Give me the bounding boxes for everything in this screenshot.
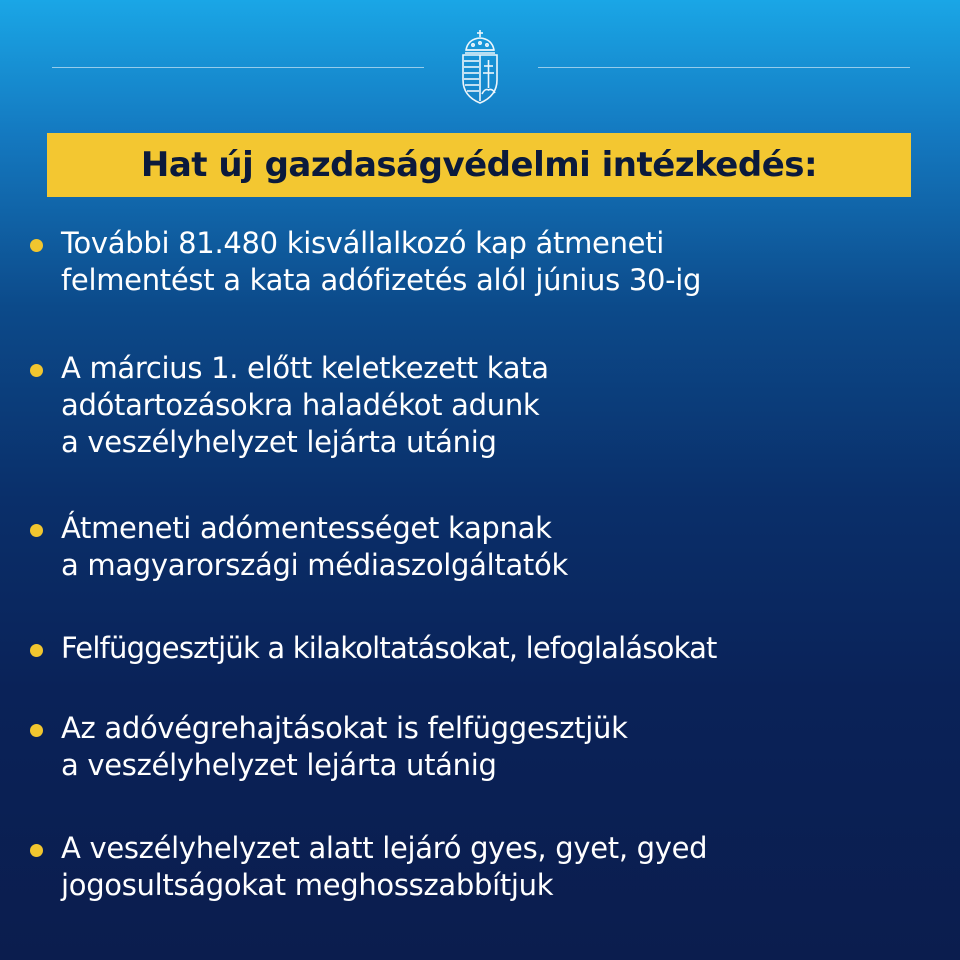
list-item-text: Felfüggesztjük a kilakoltatásokat, lefoglalásokat bbox=[61, 631, 717, 665]
list-item-text: a veszélyhelyzet lejárta utánig bbox=[61, 748, 497, 782]
list-item bbox=[30, 350, 945, 461]
list-item-text: A március 1. előtt keletkezett kata bbox=[61, 351, 549, 385]
list-item bbox=[30, 630, 945, 667]
list-item-text: Az adóvégrehajtásokat is felfüggesztjük bbox=[61, 711, 628, 745]
headline-text: Hat új gazdaságvédelmi intézkedés: bbox=[140, 145, 818, 185]
list-item bbox=[30, 510, 945, 584]
list-item bbox=[30, 710, 945, 784]
list-item-text: A veszélyhelyzet alatt lejáró gyes, gyet, gyed bbox=[61, 831, 708, 865]
bullet-dot-icon bbox=[30, 844, 43, 857]
bullet-dot-icon bbox=[30, 724, 43, 737]
list-item-text: a veszélyhelyzet lejárta utánig bbox=[61, 425, 497, 459]
list-item-text: Átmeneti adómentességet kapnak bbox=[61, 511, 552, 545]
list-item-text: felmentést a kata adófizetés alól június 30-ig bbox=[61, 263, 702, 297]
bullet-dot-icon bbox=[30, 364, 43, 377]
bullet-dot-icon bbox=[30, 239, 43, 252]
list-item-text: adótartozásokra haladékot adunk bbox=[61, 388, 540, 422]
list-item-text: a magyarországi médiaszolgáltatók bbox=[61, 548, 568, 582]
bullet-dot-icon bbox=[30, 524, 43, 537]
list-item-text: jogosultságokat meghosszabbítjuk bbox=[61, 868, 554, 902]
list-item bbox=[30, 830, 945, 904]
list-item bbox=[30, 225, 945, 299]
bullet-dot-icon bbox=[30, 644, 43, 657]
list-item-text: További 81.480 kisvállalkozó kap átmeneti bbox=[61, 226, 665, 260]
